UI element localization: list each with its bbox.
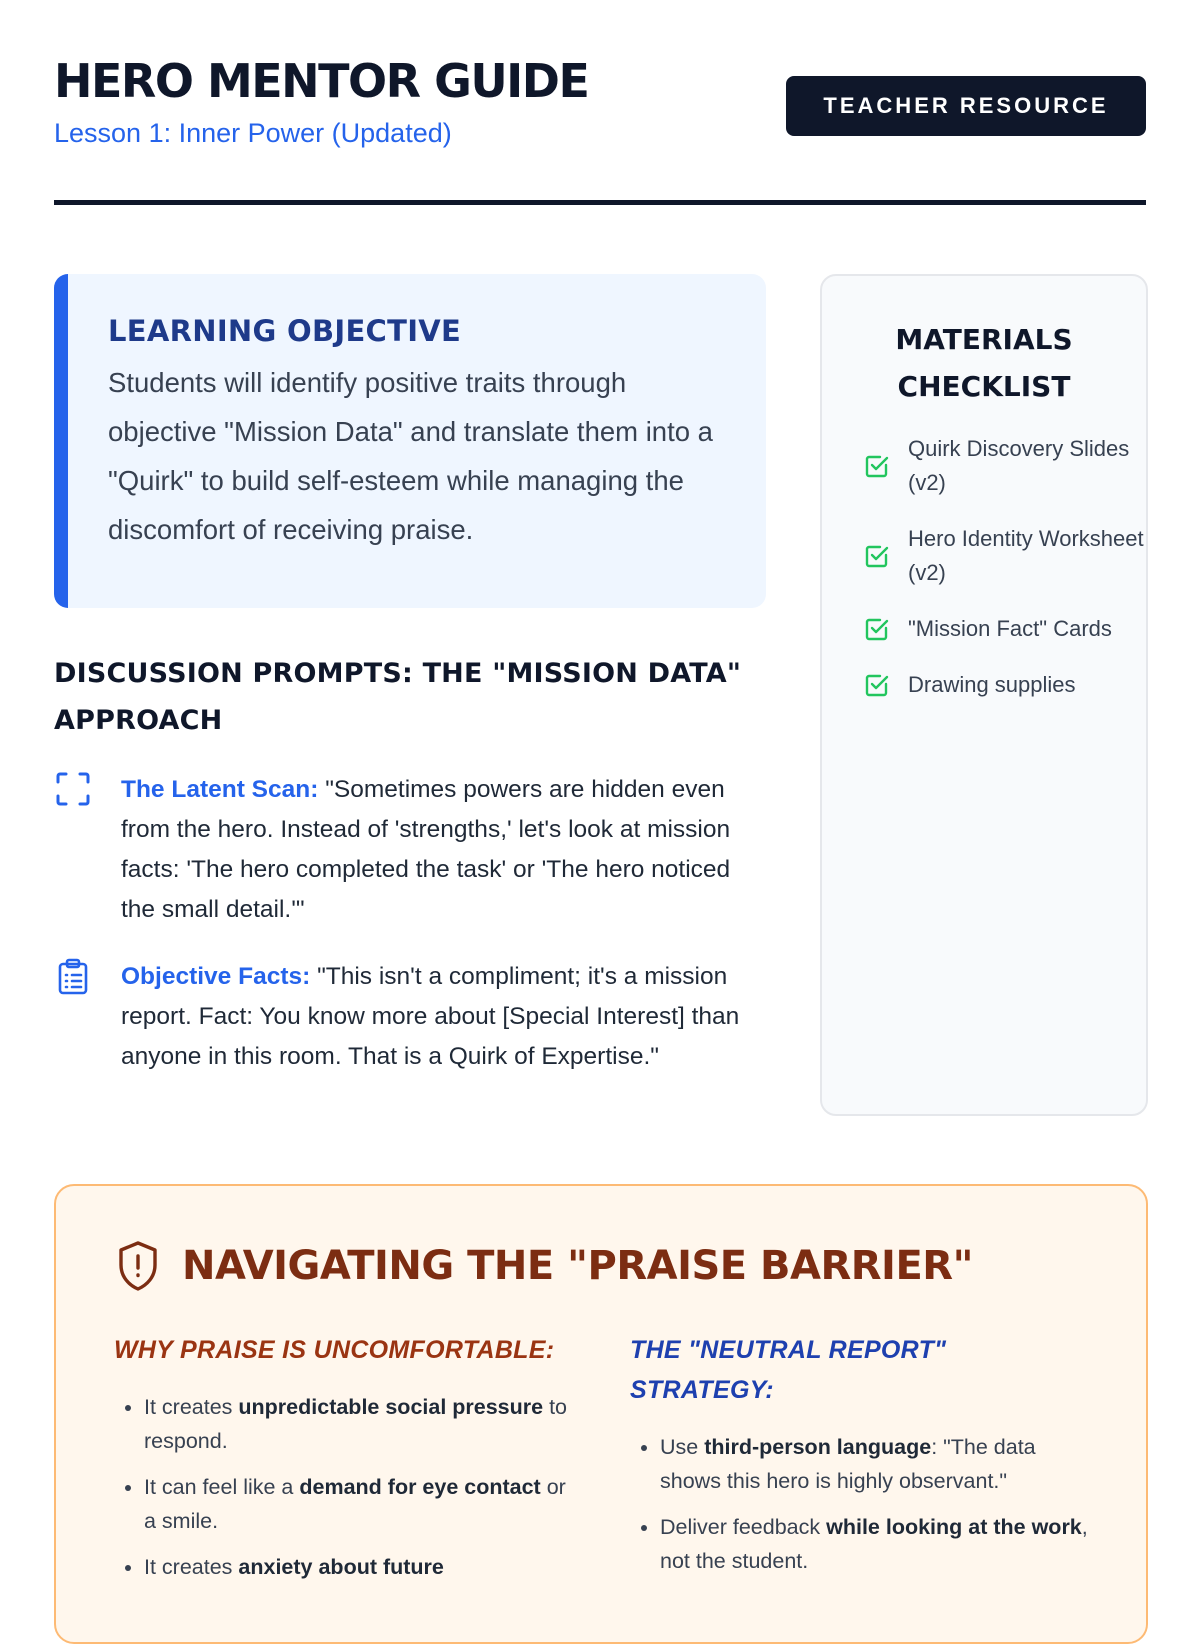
checklist-item-label: "Mission Fact" Cards <box>908 616 1112 641</box>
checked-box-icon[interactable] <box>864 543 890 569</box>
page-header <box>54 54 1146 204</box>
checklist-item-label: Hero Identity Worksheet (v2) <box>908 526 1144 585</box>
neutral-report-heading: THE "NEUTRAL REPORT" STRATEGY: <box>630 1336 947 1404</box>
neutral-report-list <box>630 1430 1090 1578</box>
checklist-item-label: Quirk Discovery Slides (v2) <box>908 436 1130 495</box>
praise-barrier-card <box>54 1184 1148 1644</box>
checklist-item[interactable] <box>864 522 1146 590</box>
why-uncomfortable-heading: WHY PRAISE IS UNCOMFORTABLE: <box>114 1336 555 1364</box>
list-item: • It can feel like a demand for eye contact or a smile. <box>144 1470 574 1538</box>
prompt-objective-facts <box>54 957 766 1077</box>
list-item: • Deliver feedback while looking at the work, not the student. <box>660 1510 1090 1578</box>
materials-list <box>822 432 1146 702</box>
checked-box-icon[interactable] <box>864 672 890 698</box>
objective-heading: LEARNING OBJECTIVE <box>108 314 462 348</box>
scan-icon <box>54 770 92 808</box>
prompt-body: "This isn't a compliment; it's a mission report. Fact: You know more about [Special Interest] than anyone in this room. That is a Quirk of Expertise." <box>121 963 740 1070</box>
learning-objective-card <box>54 274 766 608</box>
clipboard-list-icon <box>54 957 92 995</box>
prompt-label: The Latent Scan: <box>121 776 319 803</box>
discussion-heading: DISCUSSION PROMPTS: THE "MISSION DATA" APPROACH <box>54 658 742 736</box>
prompt-body: "Sometimes powers are hidden even from the hero. Instead of 'strengths,' let's look at mission facts: 'The hero completed the task' or 'The hero noticed the small detail.'" <box>121 776 731 923</box>
header-divider <box>54 200 1146 205</box>
checked-box-icon[interactable] <box>864 453 890 479</box>
prompt-label: Objective Facts: <box>121 963 311 990</box>
list-item: • It creates anxiety about future <box>144 1550 574 1584</box>
list-item: • It creates unpredictable social pressure to respond. <box>144 1390 574 1458</box>
list-item: • Use third-person language: "The data shows this hero is highly observant." <box>660 1430 1090 1498</box>
why-uncomfortable-column <box>114 1330 574 1596</box>
checklist-item[interactable] <box>864 432 1146 500</box>
neutral-report-column <box>630 1330 1090 1590</box>
objective-text: Students will identify positive traits through objective "Mission Data" and translate them into a "Quirk" to build self-esteem while managing the discomfort of receiving praise. <box>108 367 713 545</box>
materials-checklist-panel <box>820 274 1148 1116</box>
lesson-subtitle: Lesson 1: Inner Power (Updated) <box>54 118 452 148</box>
prompt-text <box>121 957 766 1077</box>
prompt-text <box>121 770 766 930</box>
materials-heading: MATERIALS CHECKLIST <box>895 323 1073 403</box>
why-uncomfortable-list <box>114 1390 574 1584</box>
praise-barrier-header <box>116 1240 973 1292</box>
page-title: HERO MENTOR GUIDE <box>54 54 589 108</box>
checked-box-icon[interactable] <box>864 616 890 642</box>
checklist-item-label: Drawing supplies <box>908 672 1076 697</box>
praise-barrier-heading: NAVIGATING THE "PRAISE BARRIER" <box>182 1243 973 1289</box>
prompt-latent-scan <box>54 770 766 930</box>
shield-alert-icon <box>116 1240 160 1292</box>
teacher-resource-badge[interactable]: TEACHER RESOURCE <box>786 76 1146 136</box>
checklist-item[interactable] <box>864 668 1146 702</box>
checklist-item[interactable] <box>864 612 1146 646</box>
